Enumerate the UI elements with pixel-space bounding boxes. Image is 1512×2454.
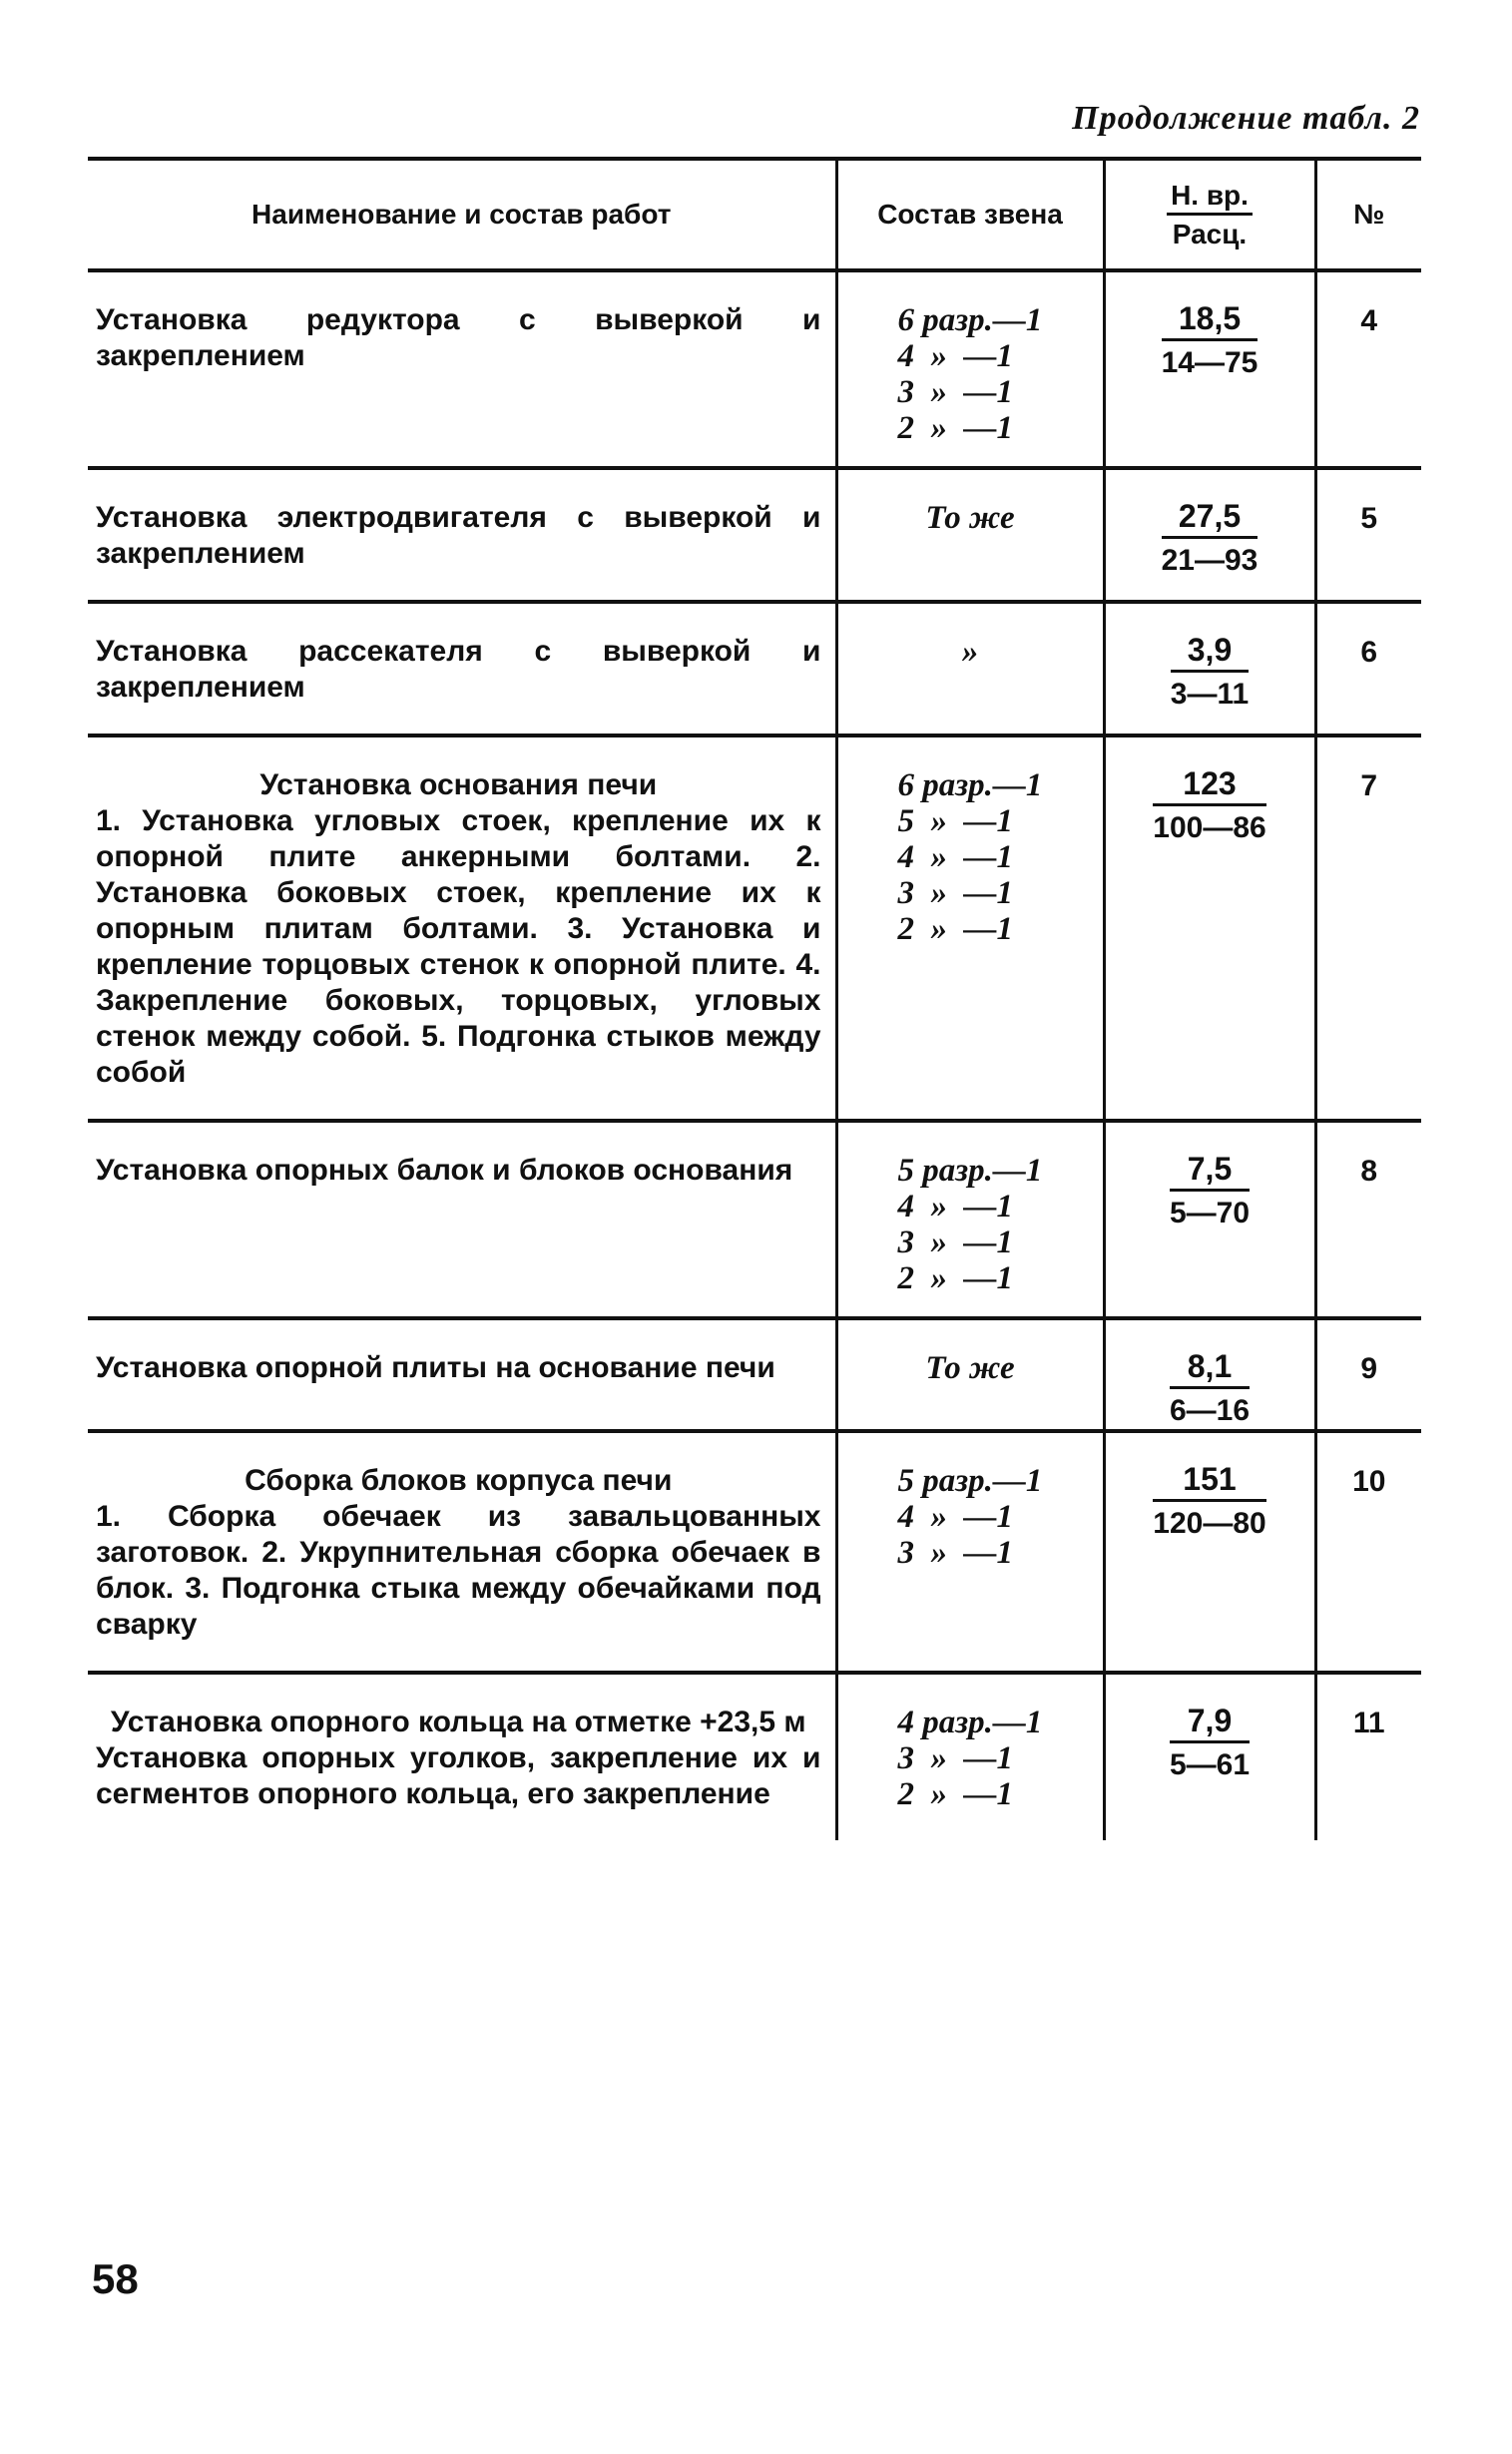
crew-line: 6 разр.—1 bbox=[897, 302, 1043, 338]
crew-line: 2 » —1 bbox=[897, 911, 1013, 947]
table-row bbox=[88, 1318, 1421, 1431]
norms-table bbox=[88, 157, 1421, 1840]
crew-cell bbox=[836, 1673, 1104, 1840]
norm-rate-cell bbox=[1104, 1318, 1315, 1431]
page-number: 58 bbox=[92, 2255, 139, 2302]
row-number: 9 bbox=[1315, 1318, 1421, 1431]
crew-cell bbox=[836, 1431, 1104, 1673]
crew-cell bbox=[836, 1318, 1104, 1431]
rate: 6—16 bbox=[1169, 1394, 1251, 1427]
norm-time: 27,5 bbox=[1162, 498, 1259, 539]
work-description: Установка рассекателя с выверкой и закреплением bbox=[96, 635, 821, 704]
work-heading: Сборка блоков корпуса печи bbox=[245, 1464, 673, 1497]
norm-rate-cell bbox=[1104, 1431, 1315, 1673]
work-description: Установка опорных балок и блоков основания bbox=[96, 1154, 793, 1187]
norm-time: 151 bbox=[1153, 1461, 1265, 1502]
crew-line: 2 » —1 bbox=[897, 1776, 1013, 1812]
table-row bbox=[88, 602, 1421, 736]
row-number: 4 bbox=[1315, 270, 1421, 468]
work-description: 1. Сборка обечаек из завальцованных заготовок. 2. Укрупнительная сборка обечаек в блок. 3. Подгонка стыка между обечайками под сварку bbox=[96, 1500, 821, 1641]
crew-line: 3 » —1 bbox=[897, 875, 1013, 911]
crew-cell bbox=[836, 1121, 1104, 1318]
crew-line: 3 » —1 bbox=[897, 374, 1013, 410]
crew-cell bbox=[836, 270, 1104, 468]
crew-line: 4 » —1 bbox=[897, 839, 1013, 875]
rate: 120—80 bbox=[1153, 1507, 1266, 1540]
table-body bbox=[88, 270, 1421, 1840]
work-heading: Установка опорного кольца на отметке +23,5 м bbox=[110, 1706, 806, 1738]
table-row bbox=[88, 1673, 1421, 1840]
work-name-cell bbox=[88, 1318, 836, 1431]
norm-rate-cell bbox=[1104, 270, 1315, 468]
work-description: Установка редуктора с выверкой и закреплением bbox=[96, 303, 821, 372]
rate: 14—75 bbox=[1161, 346, 1259, 379]
norm-time: 123 bbox=[1153, 765, 1265, 806]
table-row bbox=[88, 1431, 1421, 1673]
rate: 100—86 bbox=[1153, 811, 1266, 844]
work-description: Установка опорных уголков, закрепление их и сегментов опорного кольца, его закрепление bbox=[96, 1741, 821, 1810]
norm-time: 18,5 bbox=[1162, 300, 1259, 341]
work-name-cell bbox=[88, 736, 836, 1121]
row-number: 11 bbox=[1352, 1707, 1385, 1739]
work-name-cell bbox=[88, 468, 836, 602]
work-name-cell bbox=[88, 1121, 836, 1318]
work-name-cell bbox=[88, 270, 836, 468]
crew-line: 4 » —1 bbox=[897, 338, 1013, 374]
table-header-row bbox=[88, 159, 1421, 270]
header-crew: Состав звена bbox=[836, 159, 1104, 270]
crew-line: 3 » —1 bbox=[897, 1535, 1013, 1571]
rate: 5—70 bbox=[1169, 1197, 1251, 1229]
crew-cell bbox=[836, 736, 1104, 1121]
header-rate: Расц. bbox=[1172, 218, 1248, 249]
table-row bbox=[88, 736, 1421, 1121]
work-name-cell bbox=[88, 602, 836, 736]
crew-cell bbox=[836, 602, 1104, 736]
header-work-name: Наименование и состав работ bbox=[88, 159, 836, 270]
crew-same-as-above: » bbox=[961, 634, 979, 670]
header-norm-rate bbox=[1104, 159, 1315, 270]
row-number: 8 bbox=[1315, 1121, 1421, 1318]
crew-line: 3 » —1 bbox=[897, 1740, 1013, 1776]
row-number: 10 bbox=[1315, 1431, 1421, 1673]
work-description: Установка опорной плиты на основание печи bbox=[96, 1351, 775, 1384]
norm-time: 7,5 bbox=[1170, 1151, 1250, 1192]
crew-line: 2 » —1 bbox=[897, 410, 1013, 446]
continuation-label: Продолжение табл. 2 bbox=[1072, 100, 1420, 137]
norm-time: 3,9 bbox=[1171, 632, 1249, 673]
crew-line: 3 » —1 bbox=[897, 1225, 1013, 1260]
rate: 3—11 bbox=[1170, 678, 1250, 711]
rate: 21—93 bbox=[1161, 544, 1259, 577]
work-description: 1. Установка угловых стоек, крепление их к опорной плите анкерными болтами. 2. Установка боковых стоек, крепление их к опорным плитам болтами. 3. Установка и крепление торцовых стенок к опорной плите. 4. Закрепление боковых, торцовых, угловых стенок между собой. 5. Подгонка стыков между собой bbox=[96, 804, 821, 1089]
table-row bbox=[88, 468, 1421, 602]
row-number: 5 bbox=[1315, 468, 1421, 602]
norm-rate-cell bbox=[1104, 468, 1315, 602]
norm-rate-cell bbox=[1104, 736, 1315, 1121]
crew-same-as-above: То же bbox=[925, 1350, 1015, 1386]
crew-line: 5 разр.—1 bbox=[897, 1463, 1043, 1499]
crew-line: 2 » —1 bbox=[897, 1260, 1013, 1296]
work-name-cell bbox=[88, 1431, 836, 1673]
crew-line: 5 разр.—1 bbox=[897, 1153, 1043, 1189]
crew-cell bbox=[836, 468, 1104, 602]
norm-time: 8,1 bbox=[1170, 1348, 1250, 1389]
header-norm-time: Н. вр. bbox=[1167, 179, 1253, 216]
work-heading: Установка основания печи bbox=[259, 768, 658, 801]
norm-rate-cell bbox=[1104, 1121, 1315, 1318]
norm-rate-cell bbox=[1104, 602, 1315, 736]
header-number: № bbox=[1315, 159, 1421, 270]
rate: 5—61 bbox=[1169, 1748, 1251, 1781]
table-row bbox=[88, 1121, 1421, 1318]
row-number: 6 bbox=[1315, 602, 1421, 736]
crew-line: 4 разр.—1 bbox=[897, 1705, 1043, 1740]
row-number: 7 bbox=[1315, 736, 1421, 1121]
norm-rate-cell bbox=[1104, 1673, 1315, 1840]
crew-line: 4 » —1 bbox=[897, 1189, 1013, 1225]
work-description: Установка электродвигателя с выверкой и закреплением bbox=[96, 501, 821, 570]
norm-time: 7,9 bbox=[1170, 1703, 1250, 1743]
crew-line: 6 разр.—1 bbox=[897, 767, 1043, 803]
crew-line: 5 » —1 bbox=[897, 803, 1013, 839]
crew-same-as-above: То же bbox=[925, 500, 1015, 536]
table-row bbox=[88, 270, 1421, 468]
crew-line: 4 » —1 bbox=[897, 1499, 1013, 1535]
work-name-cell bbox=[88, 1673, 836, 1840]
